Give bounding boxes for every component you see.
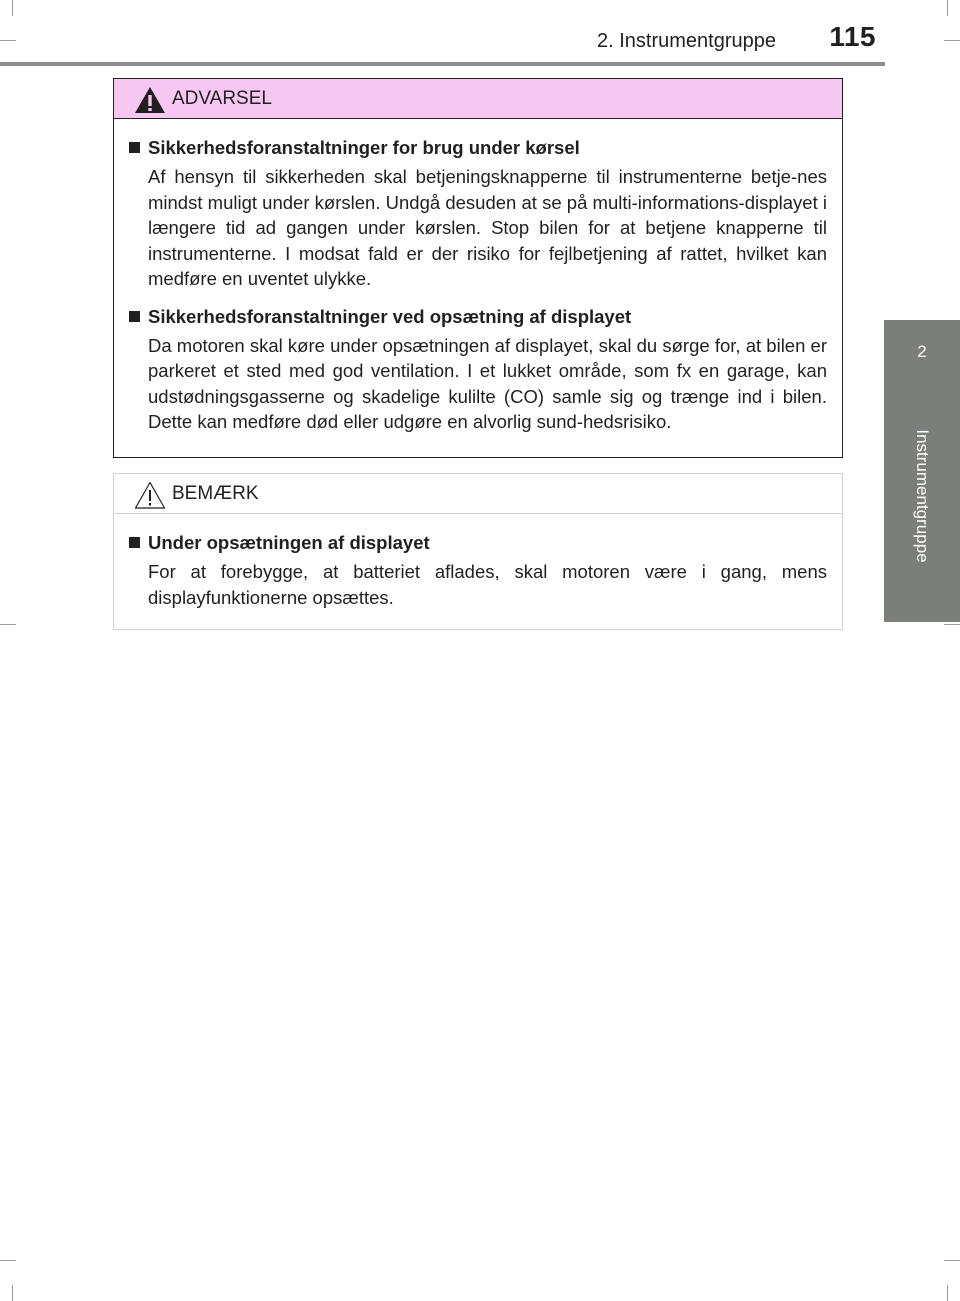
notice-box [113, 473, 843, 630]
caution-triangle-outline-icon [134, 480, 166, 510]
square-bullet-icon [129, 311, 140, 322]
warning-item-heading-text: Sikkerhedsforanstaltninger ved opsætning af displayet [148, 305, 632, 327]
chapter-side-tab [884, 320, 960, 622]
notice-item-text: For at forebygge, at batteriet aflades, skal motoren være i gang, mens displayfunktionerne opsættes. [148, 561, 827, 608]
notice-body [114, 514, 842, 610]
warning-item-heading [129, 135, 827, 161]
crop-mark [947, 0, 948, 16]
crop-mark [0, 40, 16, 41]
page-number: 115 [829, 21, 876, 52]
crop-mark [12, 0, 13, 16]
header-rule [0, 62, 885, 66]
crop-mark [12, 1285, 13, 1301]
warning-item-heading-text: Sikkerhedsforanstaltninger for brug under kørsel [148, 137, 580, 158]
crop-mark [944, 624, 960, 625]
crop-mark [0, 624, 16, 625]
warning-item-text: Da motoren skal køre under opsætningen af displayet, skal du sørge for, at bilen er parkeret et sted med god ventilation. I et lukket område, som fx en garage, kan udstødningsgasserne og skadelige kulilte (CO) samle sig og trænge ind i bilen. Dette kan medføre død eller udgøre en alvorlig sund-hedsrisiko. [148, 334, 827, 432]
square-bullet-icon [129, 142, 140, 153]
square-bullet-icon [129, 537, 140, 548]
notice-header [114, 474, 842, 514]
crop-mark [0, 1260, 16, 1261]
warning-item-heading [129, 304, 827, 330]
crop-mark [944, 1260, 960, 1261]
warning-box [113, 78, 843, 458]
warning-title: ADVARSEL [172, 88, 272, 109]
section-title: 2. Instrumentgruppe [597, 30, 776, 52]
chapter-number: 2 [917, 342, 927, 361]
notice-item-heading [129, 530, 827, 556]
warning-item-text: Af hensyn til sikkerheden skal betjeningsknapperne til instrumenterne betje-nes mindst muligt under kørslen. Undgå desuden at se på multi-informations-displayet i længere tid ad gangen under kørslen. Stop bilen for at betjene knapperne til instrumenterne. I modsat fald er der risiko for fejlbetjening af rattet, hvilket kan medføre en uventet ulykke. [148, 166, 827, 289]
chapter-label: Instrumentgruppe [913, 429, 932, 563]
warning-triangle-filled-icon [134, 85, 166, 115]
crop-mark [947, 1285, 948, 1301]
notice-item-heading-text: Under opsætningen af displayet [148, 532, 430, 553]
warning-header [114, 79, 842, 119]
warning-body [114, 119, 842, 435]
crop-mark [944, 40, 960, 41]
notice-title: BEMÆRK [172, 483, 259, 504]
